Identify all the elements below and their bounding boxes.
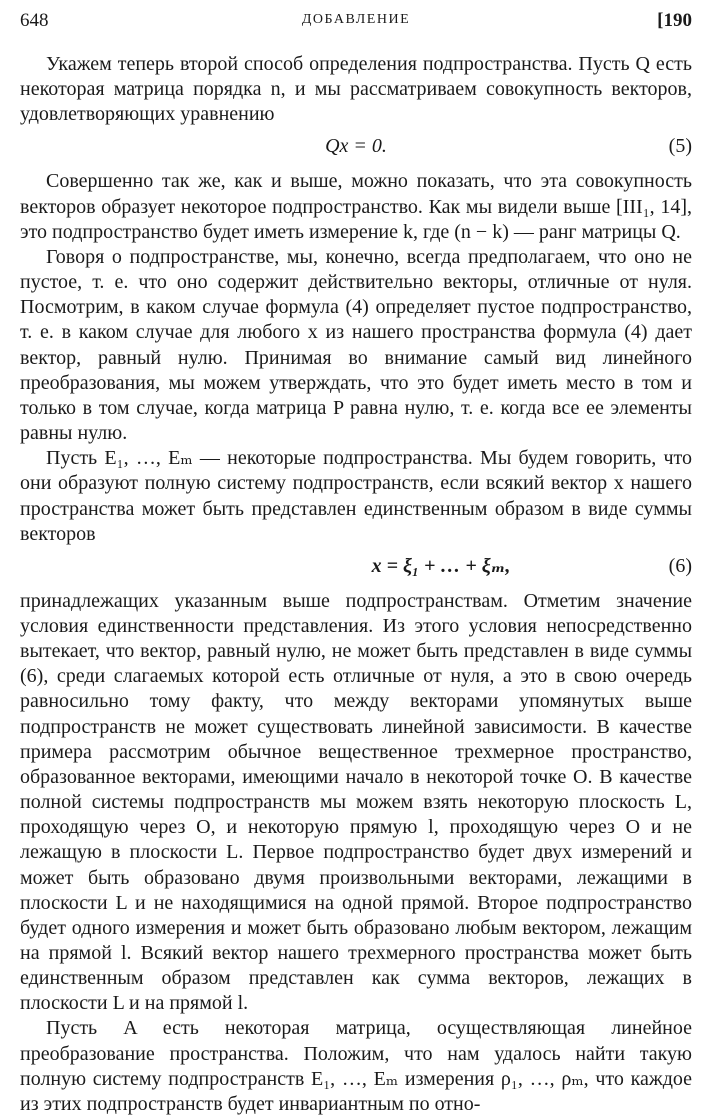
paragraph-4: Пусть E₁, …, Eₘ — некоторые подпространства. Мы будем говорить, что они образуют полную систему подпространств, если всякий вектор x нашего пространства может быть представлен единственным образом в виде суммы векторов — [20, 447, 692, 545]
page-number: 648 — [20, 10, 49, 31]
running-title: ДОБАВЛЕНИЕ — [301, 12, 411, 27]
page-header — [20, 10, 692, 36]
paragraph-1: Укажем теперь второй способ определения подпространства. Пусть Q есть некоторая матрица порядка n, и мы рассматриваем совокупность векторов, удовлетворяющих уравнению — [20, 53, 692, 126]
equation-6-formula: x = ξ₁ + … + ξₘ, — [371, 554, 511, 577]
paragraph-3: Говоря о подпространстве, мы, конечно, всегда предполагаем, что оно не пустое, т. е. что оно содержит действительно векторы, отличные от нуля. Посмотрим, в каком случае формула (4) определяет пустое подпространство, т. е. в каком случае для любого x из нашего пространства формула (4) дает вектор, равный нулю. Принимая во внимание самый вид линейного преобразования, мы можем утверждать, что это будет иметь место в том и только в том случае, когда матрица P равна нулю, т. е. когда все ее элементы равны нулю. — [20, 245, 692, 445]
equation-5-formula: Qx = 0. — [325, 135, 387, 158]
equation-5 — [20, 130, 692, 164]
equation-5-number: (5) — [668, 135, 692, 158]
section-number: [190 — [657, 10, 692, 31]
page-body — [20, 52, 692, 1117]
equation-6-number: (6) — [668, 554, 692, 577]
book-page — [20, 10, 692, 1117]
paragraph-5: принадлежащих указанным выше подпространствам. Отметим значение условия единственности представления. Из этого условия непосредственно вытекает, что вектор, равный нулю, не может быть представлен в виде суммы (6), среди слагаемых которой есть отличные от нуля, а это в свою очередь равносильно тому факту, что между векторами упомянутых выше подпространств не может существовать линейной зависимости. В качестве примера рассмотрим обычное вещественное трехмерное пространство, образованное векторами, имеющими начало в некоторой точке O. В качестве полной системы подпространств мы можем взять некоторую плоскость L, проходящую через O, и некоторую прямую l, проходящую через O и не лежащую в плоскости L. Первое подпространство будет двух измерений и может быть образовано двумя произвольными векторами, лежащими в плоскости L и не находящимися на одной прямой. Второе подпространство будет одного измерения и может быть образовано любым вектором, лежащим на прямой l. Всякий вектор нашего трехмерного пространства может быть единственным образом представлен как сумма векторов, лежащих в плоскости L и на прямой l. — [20, 589, 692, 1015]
paragraph-2: Совершенно так же, как и выше, можно показать, что эта совокупность векторов образует некоторое подпространство. Как мы видели выше [III₁, 14], это подпространство будет иметь измерение k, где (n − k) — ранг матрицы Q. — [20, 170, 692, 243]
equation-6 — [20, 550, 692, 584]
paragraph-6: Пусть A есть некоторая матрица, осуществляющая линейное преобразование пространства. Положим, что нам удалось найти такую полную систему подпространств E₁, …, Eₘ измерения ρ₁, …, ρₘ, что каждое из этих подпространств будет инвариантным по отно- — [20, 1017, 692, 1115]
